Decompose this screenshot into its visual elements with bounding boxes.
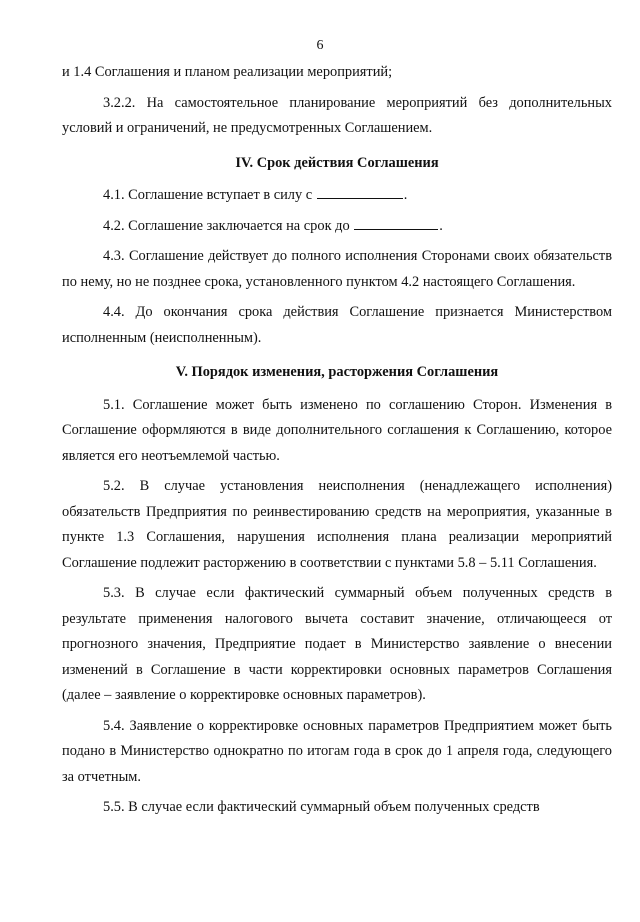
- document-body: [62, 60, 612, 821]
- paragraph-4-1-end: .: [403, 187, 408, 203]
- section-5-heading: V. Порядок изменения, расторжения Соглашения: [175, 364, 499, 380]
- paragraph-4-1: [62, 183, 612, 209]
- section-4-heading: IV. Срок действия Соглашения: [235, 154, 439, 171]
- date-blank-field: [317, 184, 403, 199]
- paragraph-4-2: [62, 214, 612, 240]
- term-blank-field: [354, 215, 438, 230]
- paragraph-4-4: 4.4. До окончания срока действия Соглашение признается Министерством исполненным (неисполненным).: [62, 304, 612, 346]
- paragraph-5-4: 5.4. Заявление о корректировке основных параметров Предприятием может быть подано в Министерство однократно по итогам года в срок до 1 апреля года, следующего за отчетным.: [62, 717, 612, 785]
- paragraph-4-2-end: .: [439, 217, 443, 234]
- paragraph-5-3: 5.3. В случае если фактический суммарный объем полученных средств в результате применения налогового вычета составит значение, отличающееся от прогнозного значения, Предприятие подает в Министерство заявление о внесении изменений в Соглашение в части корректировки основных параметров Соглашения (далее – заявление о корректировке основных параметров).: [62, 585, 612, 703]
- page-number: 6: [316, 38, 324, 53]
- paragraph-5-2: 5.2. В случае установления неисполнения (ненадлежащего исполнения) обязательств Предприятия по реинвестированию средств на мероприятия, указанные в пункте 1.3 Соглашения, нарушения исполнения плана реализации мероприятий Соглашение подлежит расторжению в соответствии с пунктами 5.8 – 5.11 Соглашения.: [62, 478, 612, 571]
- paragraph-3-2-1-tail: и 1.4 Соглашения и планом реализации мероприятий;: [62, 64, 393, 80]
- paragraph-4-2-text: 4.2. Соглашение заключается на срок до: [103, 217, 350, 234]
- paragraph-4-1-text: 4.1. Соглашение вступает в силу с: [103, 187, 313, 203]
- paragraph-5-5: 5.5. В случае если фактический суммарный объем полученных средств: [103, 799, 540, 815]
- paragraph-4-3: 4.3. Соглашение действует до полного исполнения Сторонами своих обязательств по нему, но не позднее срока, установленного пунктом 4.2 настоящего Соглашения.: [62, 248, 612, 290]
- paragraph-3-2-2: 3.2.2. На самостоятельное планирование мероприятий без дополнительных условий и ограничений, не предусмотренных Соглашением.: [62, 94, 612, 136]
- paragraph-5-1: 5.1. Соглашение может быть изменено по соглашению Сторон. Изменения в Соглашение оформляются в виде дополнительного соглашения к Соглашению, которое является его неотъемлемой частью.: [62, 396, 612, 464]
